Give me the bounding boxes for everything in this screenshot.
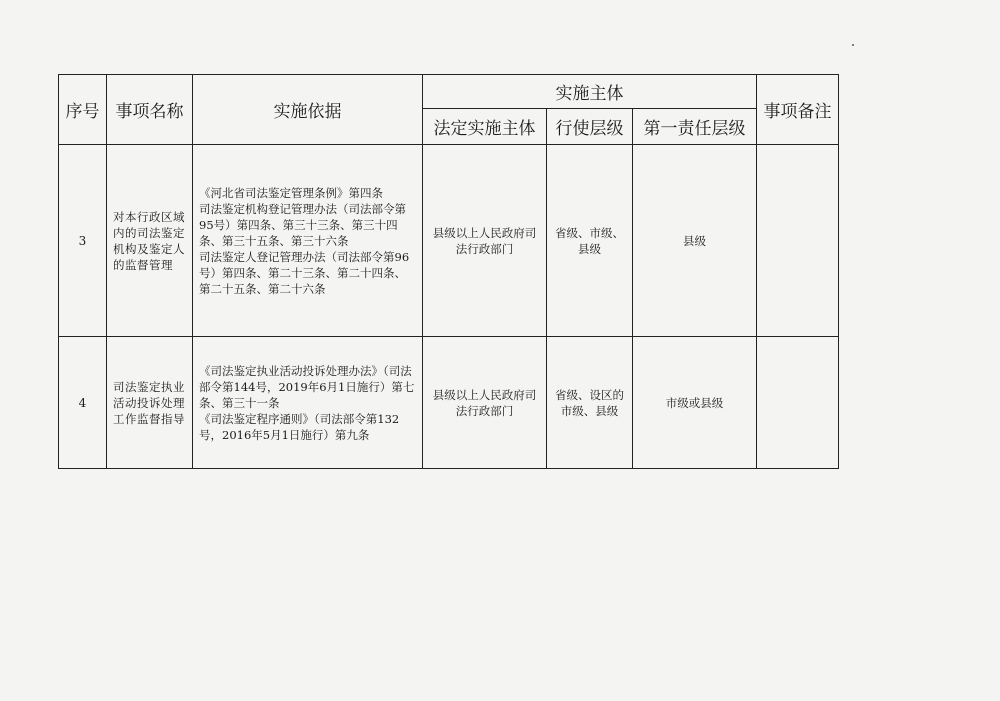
basis-line: 《司法鉴定执业活动投诉处理办法》（司法部令第144号，2019年6月1日施行）第七条、第三十一条 — [199, 363, 415, 410]
row-basis — [193, 337, 423, 469]
header-legal-subject: 法定实施主体 — [423, 109, 547, 145]
header-exercise-level: 行使层级 — [547, 109, 633, 145]
row-exercise-level: 省级、市级、县级 — [547, 145, 633, 337]
basis-line: 《司法鉴定程序通则》（司法部令第132号，2016年5月1日施行）第九条 — [199, 411, 400, 442]
basis-line: 司法鉴定机构登记管理办法（司法部令第95号）第四条、第三十三条、第三十四条、第三十五条、第三十六条 — [199, 201, 406, 248]
row-item-name: 司法鉴定执业活动投诉处理工作监督指导 — [107, 337, 193, 469]
header-first-responsible-level: 第一责任层级 — [633, 109, 757, 145]
header-subject: 实施主体 — [423, 75, 757, 109]
row-legal-subject: 县级以上人民政府司法行政部门 — [423, 145, 547, 337]
header-item-name: 事项名称 — [107, 75, 193, 145]
row-basis — [193, 145, 423, 337]
row-first-responsible-level: 市级或县级 — [633, 337, 757, 469]
row-first-responsible-level: 县级 — [633, 145, 757, 337]
basis-line: 《河北省司法鉴定管理条例》第四条 — [199, 185, 383, 200]
table-row — [59, 337, 839, 469]
row-exercise-level: 省级、设区的市级、县级 — [547, 337, 633, 469]
header-basis: 实施依据 — [193, 75, 423, 145]
row-item-name: 对本行政区域内的司法鉴定机构及鉴定人的监督管理 — [107, 145, 193, 337]
table-row — [59, 145, 839, 337]
basis-line: 司法鉴定人登记管理办法（司法部令第96号）第四条、第二十三条、第二十四条、第二十五条、第二十六条 — [199, 249, 410, 296]
matters-table — [58, 74, 839, 469]
header-remark: 事项备注 — [757, 75, 839, 145]
row-seq: 4 — [59, 337, 107, 469]
row-legal-subject: 县级以上人民政府司法行政部门 — [423, 337, 547, 469]
row-remark — [757, 145, 839, 337]
header-seq: 序号 — [59, 75, 107, 145]
row-seq: 3 — [59, 145, 107, 337]
header-row-top — [59, 75, 839, 109]
scan-speck — [852, 44, 854, 46]
row-remark — [757, 337, 839, 469]
